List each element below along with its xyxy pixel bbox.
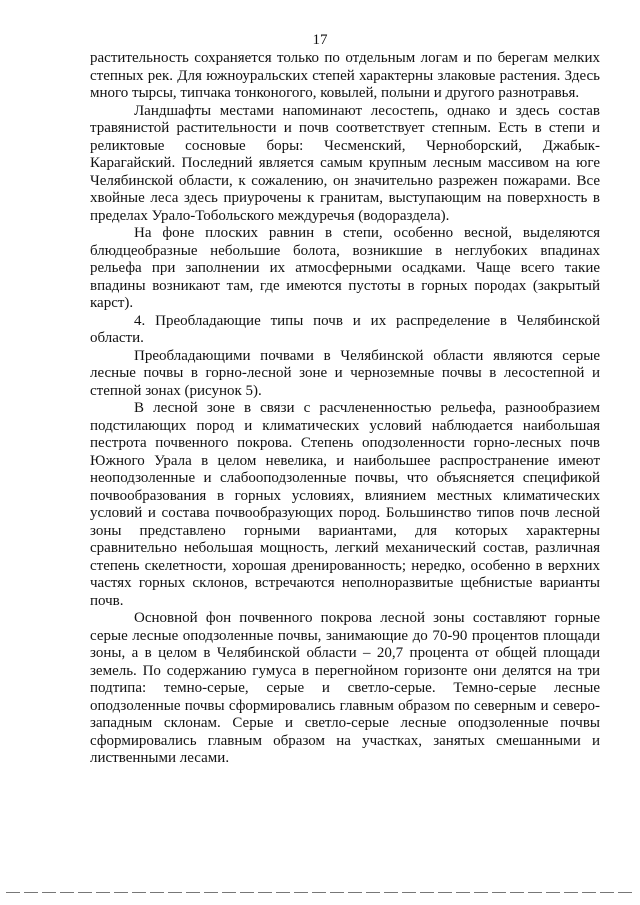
paragraph-dominant-soils: Преобладающими почвами в Челябинской области являются серые лесные почвы в горно-лесной зоне и черноземные почвы в лесостепной и степной зонах (рисунок 5). xyxy=(90,347,600,399)
paragraph-swamps: На фоне плоских равнин в степи, особенно весной, выделяются блюдцеобразные небольшие болота, возникшие в неглубоких впадинах рельефа при заполнении их атмосферными осадками. Чаще всего такие впадины возникают там, где имеются пустоты в горных породах (закрытый карст). xyxy=(90,225,600,311)
section-heading: 4. Преобладающие типы почв и их распределение в Челябинской области. xyxy=(90,312,600,346)
paragraph-landscapes: Ландшафты местами напоминают лесостепь, однако и здесь состав травянистой растительности и почв соответствует степным. Есть в степи и реликтовые сосновые боры: Чесменский, Черноборский, Джабык-Карагайский. Последний является самым крупным лесным массивом на юге Челябинской области, к сожалению, он значительно разрежен пожарами. Все хвойные леса здесь приурочены к гранитам, выступающим на поверхность в пределах Урало-Тобольского междуречья (водораздела). xyxy=(90,102,600,224)
page-number: 17 xyxy=(312,32,328,48)
paragraph-grey-forest-soils: Основной фон почвенного покрова лесной зоны составляют горные серые лесные оподзоленные почвы, занимающие до 70-90 процентов площади зоны, а в целом в Челябинской области – 20,7 процента от общей площади земель. По содержанию гумуса в перегнойном горизонте они делятся на три подтипа: темно-серые, серые и светло-серые. Темно-серые лесные оподзоленные почвы сформировались главным образом по северным и северо-западным склонам. Серые и светло-серые лесные оподзоленные почвы сформировались главным образом на участках, занятых смешанными и лиственными лесами. xyxy=(90,610,600,766)
bottom-divider xyxy=(6,892,634,893)
paragraph-continuation: растительность сохраняется только по отдельным логам и по берегам мелких степных рек. Для южноуральских степей характерны злаковые растения. Здесь много тырсы, типчака тонконогого, ковылей, полыни и другого разнотравья. xyxy=(90,50,600,101)
body-text xyxy=(90,50,600,768)
paragraph-forest-zone: В лесной зоне в связи с расчлененностью рельефа, разнообразием подстилающих пород и климатических условий наблюдается наибольшая пестрота почвенного покрова. Степень оподзоленности горно-лесных почв Южного Урала в целом невелика, и наибольшее распространение имеют неоподзоленные и слабооподзоленные почвы, что объясняется спецификой почвообразования в горных условиях, влиянием местных климатических условий и состава почвообразующих пород. Большинство типов почв лесной зоны представлено горными вариантами, для которых характерны сравнительно небольшая мощность, легкий механический состав, различная степень скелетности, хорошая дренированность; нередко, особенно в верхних частях горных склонов, встречаются неполноразвитые щебнистые варианты почв. xyxy=(90,400,600,609)
